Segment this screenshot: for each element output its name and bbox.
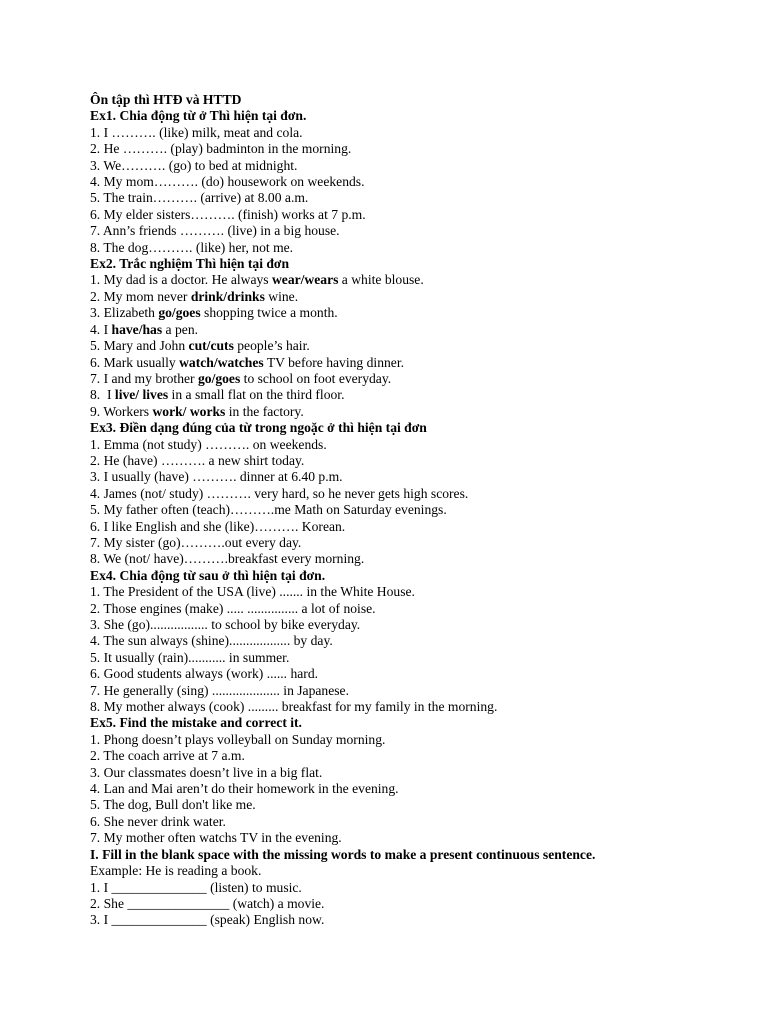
section-i-item: 3. I ______________ (speak) English now.	[90, 912, 325, 928]
answer-choice: go/goes	[197, 370, 241, 386]
ex4-item: 3. She (go)................. to school by bike everyday.	[90, 617, 361, 632]
ex4-item: 6. Good students always (work) ...... hard.	[90, 666, 319, 682]
ex4-item: 5. It usually (rain)........... in summer.	[90, 649, 290, 665]
ex4-item: 1. The President of the USA (live) ....... in the White House.	[90, 584, 415, 600]
ex2-item: 9. Workers work/ works in the factory.	[90, 403, 304, 419]
ex4-item: 7. He generally (sing) .................... in Japanese.	[90, 682, 349, 698]
ex3-heading: Ex3. Điền dạng đúng của từ trong ngoặc ở thì hiện tại đơn	[90, 420, 427, 436]
ex3-item: 4. James (not/ study) ………. very hard, so he never gets high scores.	[90, 485, 469, 501]
answer-choice: go/goes	[158, 305, 201, 321]
ex5-item: 1. Phong doesn’t plays volleyball on Sunday morning.	[90, 731, 386, 747]
ex1-item: 3. We………. (go) to bed at midnight.	[90, 157, 298, 173]
ex2-item: 8. I live/ lives in a small flat on the third floor.	[90, 387, 345, 403]
ex1-item: 5. The train………. (arrive) at 8.00 a.m.	[90, 190, 309, 206]
worksheet	[90, 92, 730, 929]
ex5-item: 2. The coach arrive at 7 a.m.	[90, 748, 245, 764]
ex3-item: 6. I like English and she (like)………. Korean.	[90, 518, 346, 534]
ex2-item: 4. I have/has a pen.	[90, 321, 199, 337]
answer-choice: have/has	[111, 321, 163, 337]
ex5-item: 7. My mother often watchs TV in the evening.	[90, 830, 342, 846]
section-i-item: 2. She _______________ (watch) a movie.	[90, 895, 325, 911]
ex1-item: 7. Ann’s friends ………. (live) in a big house.	[90, 223, 340, 239]
ex4-item: 2. Those engines (make) ..... ............... a lot of noise.	[90, 600, 376, 616]
ex3-item: 5. My father often (teach)……….me Math on Saturday evenings.	[90, 502, 447, 518]
ex5-item: 4. Lan and Mai aren’t do their homework in the evening.	[90, 781, 399, 797]
ex2-item: 2. My mom never drink/drinks wine.	[90, 288, 299, 304]
ex1-item: 2. He ………. (play) badminton in the morning.	[90, 141, 352, 157]
ex1-heading: Ex1. Chia động từ ở Thì hiện tại đơn.	[90, 108, 307, 124]
ex1-item: 4. My mom………. (do) housework on weekends.	[90, 174, 365, 190]
ex5-item: 3. Our classmates doesn’t live in a big flat.	[90, 764, 323, 780]
ex5-item: 6. She never drink water.	[90, 813, 226, 829]
ex1-item: 8. The dog………. (like) her, not me.	[90, 239, 294, 255]
ex2-item: 6. Mark usually watch/watches TV before having dinner.	[90, 354, 404, 370]
ex1-item: 6. My elder sisters………. (finish) works at 7 p.m.	[90, 206, 366, 222]
ex1-item: 1. I ………. (like) milk, meat and cola.	[90, 124, 303, 140]
section-i-heading: I. Fill in the blank space with the missing words to make a present continuous sentence.	[90, 846, 596, 862]
answer-choice: watch/watches	[179, 354, 264, 370]
example-sentence: Example: He is reading a book.	[90, 863, 262, 879]
ex3-item: 2. He (have) ………. a new shirt today.	[90, 452, 305, 468]
answer-choice: drink/drinks	[190, 288, 265, 304]
ex4-heading: Ex4. Chia động từ sau ở thì hiện tại đơn.	[90, 567, 326, 583]
ex5-item: 5. The dog, Bull don't like me.	[90, 797, 256, 813]
ex3-item: 1. Emma (not study) ………. on weekends.	[90, 436, 327, 452]
ex2-heading: Ex2. Trắc nghiệm Thì hiện tại đơn	[90, 256, 290, 272]
ex2-item: 3. Elizabeth go/goes shopping twice a month.	[90, 305, 338, 321]
ex3-item: 7. My sister (go)……….out every day.	[90, 534, 302, 550]
ex2-item: 1. My dad is a doctor. He always wear/wears a white blouse.	[90, 272, 424, 288]
ex2-item: 5. Mary and John cut/cuts people’s hair.	[90, 338, 310, 354]
ex4-item: 8. My mother always (cook) ......... breakfast for my family in the morning.	[90, 699, 498, 715]
answer-choice: wear/wears	[271, 272, 339, 288]
answer-choice: work/ works	[152, 403, 226, 419]
answer-choice: live/ lives	[114, 387, 169, 403]
ex4-item: 4. The sun always (shine).................. by day.	[90, 633, 333, 649]
ex3-item: 8. We (not/ have)……….breakfast every morning.	[90, 551, 365, 567]
ex3-item: 3. I usually (have) ………. dinner at 6.40 p.m.	[90, 469, 343, 485]
ex2-item: 7. I and my brother go/goes to school on foot everyday.	[90, 370, 392, 386]
ex5-heading: Ex5. Find the mistake and correct it.	[90, 715, 302, 731]
section-i-item: 1. I ______________ (listen) to music.	[90, 879, 302, 895]
answer-choice: cut/cuts	[188, 338, 234, 354]
page-title: Ôn tập thì HTĐ và HTTD	[90, 92, 242, 107]
